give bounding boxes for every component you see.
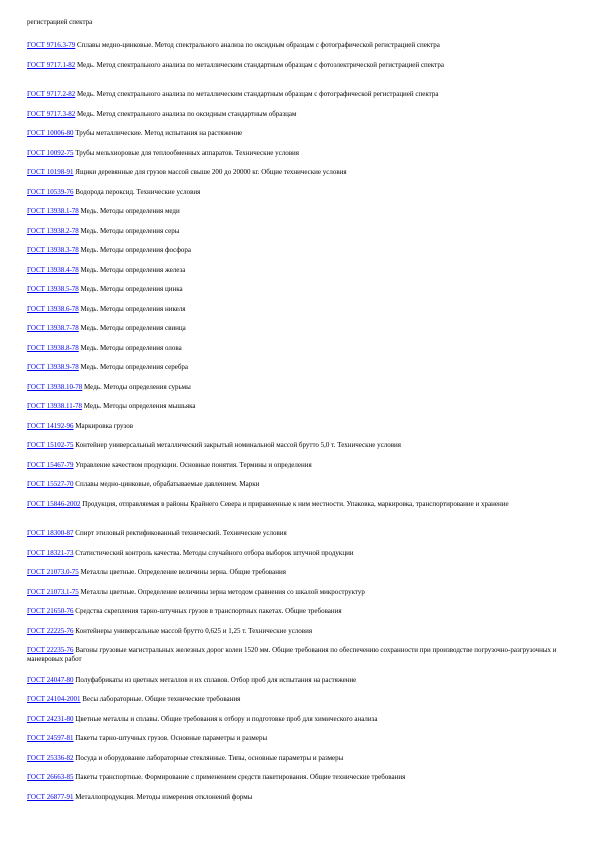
- standard-entry: [27, 461, 567, 470]
- standard-entry: [27, 734, 567, 743]
- standard-title: Продукция, отправляемая в районы Крайнего Севера и приравненные к ним местности. Упаковка, маркировка, транспортирование и хранение: [82, 499, 509, 508]
- standard-title: Контейнеры универсальные массой брутто 0,625 и 1,25 т. Технические условия: [75, 626, 313, 635]
- standard-title: Водорода пероксид. Технические условия: [75, 187, 201, 196]
- standard-title: Вагоны грузовые магистральных железных дорог колеи 1520 мм. Общие требования по обеспечению сохранности при производстве погрузочно-разгрузочных и маневровых работ: [27, 646, 557, 663]
- standard-code-link[interactable]: ГОСТ 26877-91: [27, 792, 74, 801]
- standard-title: Трубы мельхиоровые для теплообменных аппаратов. Технические условия: [75, 148, 299, 157]
- standard-code-link[interactable]: ГОСТ 13938.10-78: [27, 382, 83, 391]
- standard-entry: [27, 110, 567, 119]
- standard-code-link[interactable]: ГОСТ 10539-76: [27, 187, 74, 196]
- standard-entry: [27, 246, 567, 255]
- standard-entry: [27, 285, 567, 294]
- standard-code-link[interactable]: ГОСТ 13938.5-78: [27, 285, 79, 293]
- standard-title: Медь. Методы определения олова: [80, 343, 182, 352]
- standard-entry: [27, 266, 567, 275]
- standard-entry: [27, 90, 567, 99]
- standard-title: Металлопродукция. Методы измерения отклонений формы: [75, 792, 253, 801]
- standard-entry: [27, 480, 567, 489]
- standard-code-link[interactable]: ГОСТ 25336-82: [27, 753, 74, 762]
- standard-code-link[interactable]: ГОСТ 13938.2-78: [27, 226, 79, 235]
- standard-entry: [27, 588, 567, 597]
- standard-code-link[interactable]: ГОСТ 21073.0-75: [27, 568, 79, 576]
- standard-entry: [27, 422, 567, 431]
- standard-entry: [27, 441, 567, 450]
- standard-title: Весы лабораторные. Общие технические требования: [82, 695, 241, 703]
- standard-title: Медь. Методы определения цинка: [80, 285, 183, 293]
- standard-entry: [27, 129, 567, 138]
- standard-title: Медь. Методы определения фосфора: [80, 246, 192, 254]
- standard-entry: [27, 324, 567, 333]
- standard-title: Управление качеством продукции. Основные понятия. Термины и определения: [75, 460, 312, 469]
- standard-code-link[interactable]: ГОСТ 15846-2002: [27, 499, 81, 508]
- standard-code-link[interactable]: ГОСТ 21073.1-75: [27, 587, 79, 596]
- standard-entry: [27, 207, 567, 216]
- standard-title: Медь. Методы определения меди: [80, 207, 180, 215]
- standard-title: Медь. Методы определения свинца: [80, 324, 186, 332]
- standard-title: Медь. Метод спектрального анализа по оксидным стандартным образцам: [77, 109, 297, 118]
- standard-entry: [27, 627, 567, 636]
- standard-entry: [27, 363, 567, 372]
- standard-code-link[interactable]: ГОСТ 15527-70: [27, 480, 74, 488]
- lead-text: регистрацией спектра: [27, 18, 93, 26]
- standard-entry: [27, 500, 567, 509]
- standard-title: Полуфабрикаты из цветных металлов и их сплавов. Отбор проб для испытания на растяжение: [75, 675, 357, 684]
- standard-code-link[interactable]: ГОСТ 24597-81: [27, 734, 74, 742]
- standard-title: Трубы металлические. Метод испытания на растяжение: [75, 129, 243, 137]
- standard-title: Металлы цветные. Определение величины зерна. Общие требования: [80, 568, 286, 576]
- standard-code-link[interactable]: ГОСТ 13938.3-78: [27, 246, 79, 254]
- standard-entry: [27, 168, 567, 177]
- standard-code-link[interactable]: ГОСТ 24231-80: [27, 714, 74, 723]
- standard-entry: [27, 529, 567, 538]
- standard-entry: [27, 149, 567, 158]
- standard-title: Медь. Методы определения мышьяка: [83, 402, 196, 410]
- standard-code-link[interactable]: ГОСТ 24047-80: [27, 675, 74, 684]
- standard-entry: [27, 227, 567, 236]
- standard-title: Маркировка грузов: [75, 421, 134, 430]
- standard-code-link[interactable]: ГОСТ 13938.4-78: [27, 265, 79, 274]
- standard-code-link[interactable]: ГОСТ 21650-76: [27, 607, 74, 615]
- standard-title: Спирт этиловый ректификованный технический. Технические условия: [75, 529, 287, 537]
- standard-entry: [27, 568, 567, 577]
- standard-code-link[interactable]: ГОСТ 22235-76: [27, 646, 74, 654]
- standard-title: Медь. Методы определения серы: [80, 226, 180, 235]
- standard-entry: [27, 549, 567, 558]
- standard-entry: [27, 41, 567, 50]
- standard-code-link[interactable]: ГОСТ 15102-75: [27, 441, 74, 449]
- standard-title: Медь. Методы определения серебра: [80, 363, 189, 371]
- standard-title: Медь. Методы определения железа: [80, 265, 186, 274]
- standard-code-link[interactable]: ГОСТ 26663-85: [27, 773, 74, 781]
- standard-entry: [27, 61, 567, 70]
- standard-code-link[interactable]: ГОСТ 18321-73: [27, 548, 74, 557]
- standard-title: Посуда и оборудование лабораторные стеклянные. Типы, основные параметры и размеры: [75, 753, 344, 762]
- standard-code-link[interactable]: ГОСТ 14192-96: [27, 421, 74, 430]
- standard-title: Статистический контроль качества. Методы случайного отбора выборок штучной продукции: [75, 548, 354, 557]
- standard-code-link[interactable]: ГОСТ 13938.9-78: [27, 363, 79, 371]
- standard-code-link[interactable]: ГОСТ 10198-91: [27, 168, 74, 176]
- standard-code-link[interactable]: ГОСТ 9717.2-82: [27, 90, 76, 98]
- standard-entry: [27, 188, 567, 197]
- standard-code-link[interactable]: ГОСТ 15467-79: [27, 460, 74, 469]
- standard-entry: [27, 695, 567, 704]
- standard-title: Пакеты тарно-штучных грузов. Основные параметры и размеры: [75, 734, 268, 742]
- standard-code-link[interactable]: ГОСТ 22225-76: [27, 626, 74, 635]
- standard-code-link[interactable]: ГОСТ 13938.11-78: [27, 402, 83, 410]
- standard-code-link[interactable]: ГОСТ 9716.3-79: [27, 41, 76, 49]
- standard-entry: [27, 344, 567, 353]
- standard-title: Медь. Методы определения сурьмы: [84, 382, 191, 391]
- standard-code-link[interactable]: ГОСТ 24104-2001: [27, 695, 81, 703]
- standard-code-link[interactable]: ГОСТ 13938.1-78: [27, 207, 79, 215]
- standard-code-link[interactable]: ГОСТ 13938.6-78: [27, 304, 79, 313]
- standard-title: Сплавы медно-цинковые. Метод спектрального анализа по оксидным образцам с фотографической регистрацией спектра: [77, 41, 440, 49]
- standard-title: Средства скрепления тарно-штучных грузов в транспортных пакетах. Общие требования: [75, 607, 342, 615]
- standard-code-link[interactable]: ГОСТ 18300-87: [27, 529, 74, 537]
- standard-code-link[interactable]: ГОСТ 9717.3-82: [27, 109, 76, 118]
- standard-code-link[interactable]: ГОСТ 13938.7-78: [27, 324, 79, 332]
- standard-entry: [27, 715, 567, 724]
- standard-code-link[interactable]: ГОСТ 10092-75: [27, 148, 74, 157]
- standard-title: Медь. Метод спектрального анализа по металлическим стандартным образцам с фотографической регистрацией спектра: [77, 90, 439, 98]
- standard-entry: [27, 402, 567, 411]
- standard-code-link[interactable]: ГОСТ 13938.8-78: [27, 343, 79, 352]
- standard-entry: [27, 646, 567, 664]
- standard-title: Сплавы медно-цинковые, обрабатываемые давлением. Марки: [75, 480, 260, 488]
- standard-entry: [27, 305, 567, 314]
- standard-code-link[interactable]: ГОСТ 10006-80: [27, 129, 74, 137]
- standard-entry: [27, 793, 567, 802]
- standard-entry: [27, 754, 567, 763]
- standard-title: Металлы цветные. Определение величины зерна методом сравнения со шкалой микроструктур: [80, 587, 365, 596]
- standard-title: Медь. Методы определения никеля: [80, 304, 186, 313]
- standard-entry: [27, 383, 567, 392]
- standard-title: Цветные металлы и сплавы. Общие требования к отбору и подготовке проб для химического анализа: [75, 714, 378, 723]
- standard-title: Медь. Метод спектрального анализа по металлическим стандартным образцам с фотоэлектрической регистрацией спектра: [77, 60, 444, 69]
- standard-entry: [27, 607, 567, 616]
- standard-entry: [27, 676, 567, 685]
- standard-entry: [27, 773, 567, 782]
- standard-title: Контейнер универсальный металлический закрытый номинальной массой брутто 5,0 т. Технические условия: [75, 441, 402, 449]
- standard-code-link[interactable]: ГОСТ 9717.1-82: [27, 60, 76, 69]
- standard-title: Пакеты транспортные. Формирование с применением средств пакетирования. Общие технические требования: [75, 773, 406, 781]
- standard-title: Ящики деревянные для грузов массой свыше 200 до 20000 кг. Общие технические условия: [75, 168, 347, 176]
